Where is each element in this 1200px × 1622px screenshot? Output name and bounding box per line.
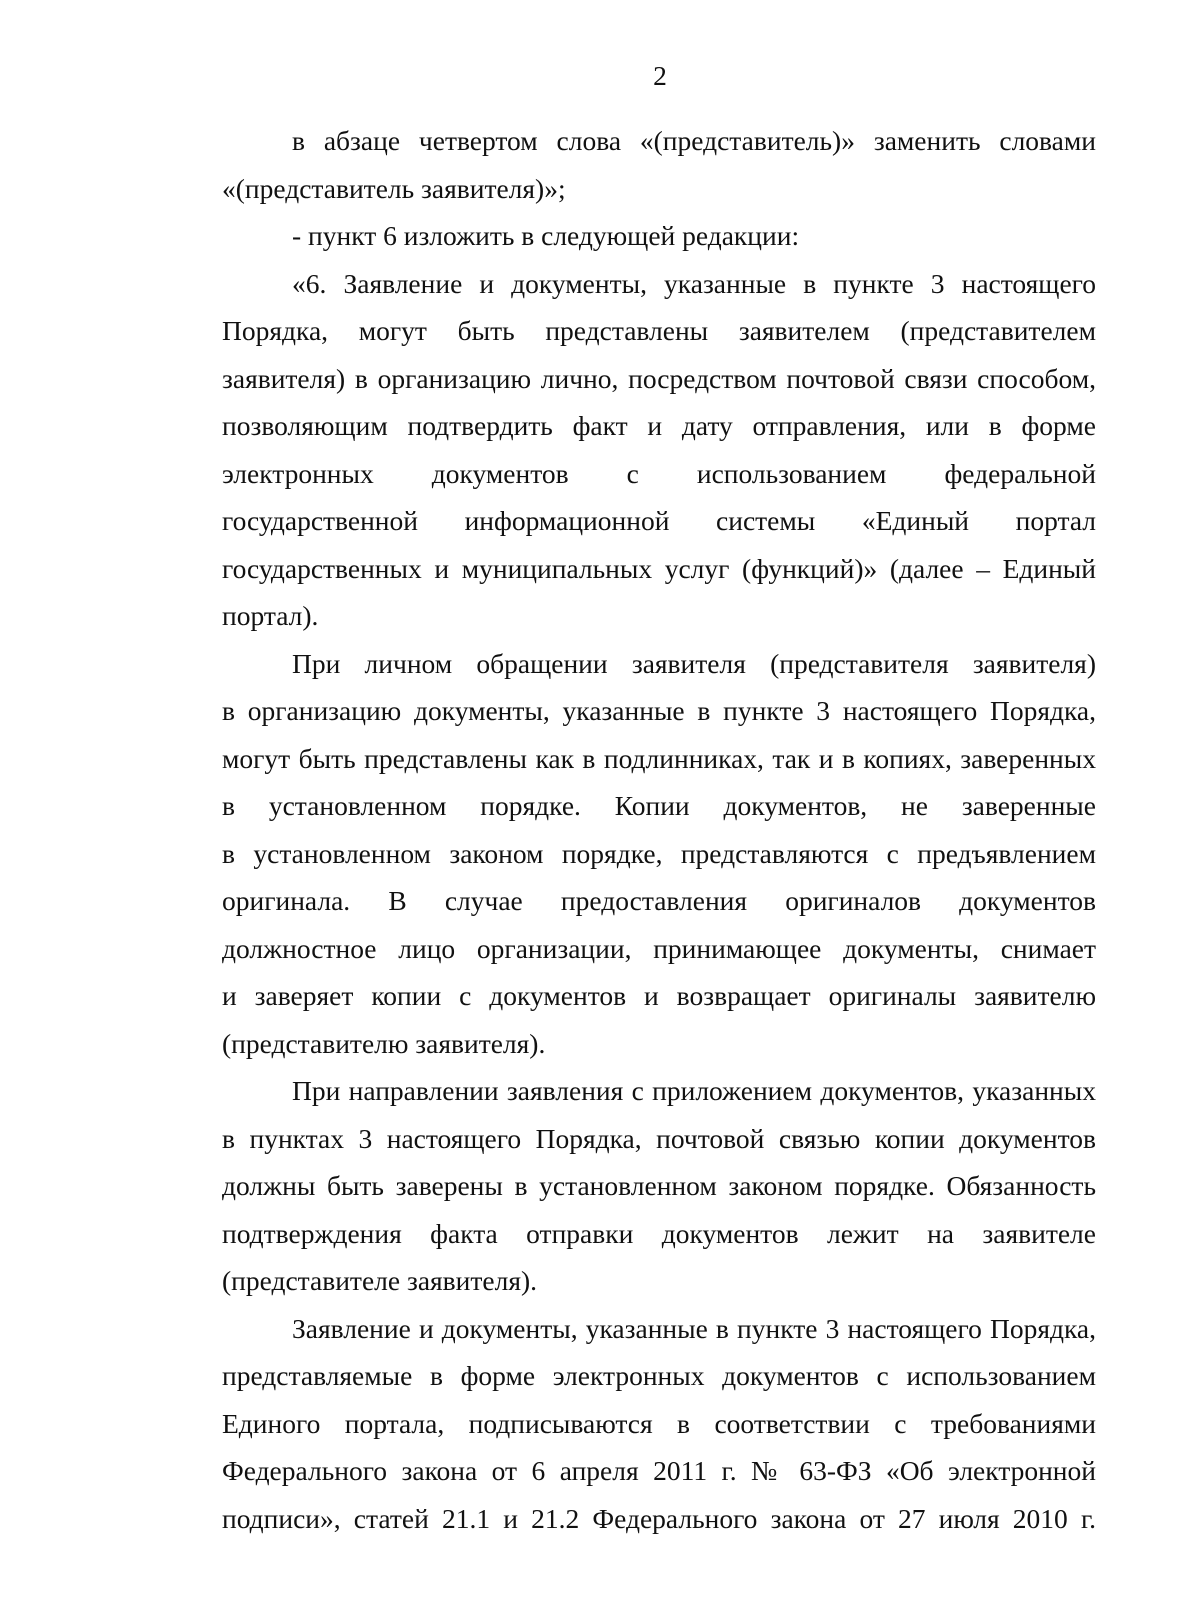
text-line: (представителе заявителя). (222, 1265, 538, 1296)
text-line: в организацию документы, указанные в пункте 3 настоящего Порядка, (222, 695, 1096, 726)
text-line: могут быть представлены как в подлинниках, так и в копиях, заверенных (222, 742, 1096, 774)
document-body (222, 117, 1096, 1542)
text-line: При личном обращении заявителя (представителя заявителя) (292, 647, 1096, 679)
text-line: портал). (222, 600, 319, 631)
text-line: подтверждения факта отправки документов лежит на заявителе (222, 1217, 1096, 1249)
text-line: (представителю заявителя). (222, 1027, 546, 1059)
text-line: и заверяет копии с документов и возвращает оригиналы заявителю (222, 980, 1096, 1011)
text-line: в абзаце четвертом слова «(представитель)» заменить словами (292, 125, 1096, 156)
text-line: При направлении заявления с приложением документов, указанных (292, 1075, 1096, 1106)
text-line: заявителя) в организацию лично, посредством почтовой связи способом, (222, 362, 1096, 394)
text-line: Порядка, могут быть представлены заявителем (представителем (222, 315, 1096, 346)
text-line: «6. Заявление и документы, указанные в пункте 3 настоящего (292, 267, 1096, 299)
text-line: - пункт 6 изложить в следующей редакции: (292, 220, 800, 251)
text-line: в пунктах 3 настоящего Порядка, почтовой связью копии документов (222, 1122, 1096, 1154)
text-line: в установленном законом порядке, представляются с предъявлением (222, 837, 1096, 869)
text-line: позволяющим подтвердить факт и дату отправления, или в форме (222, 410, 1096, 441)
text-line: оригинала. В случае предоставления оригиналов документов (222, 885, 1096, 916)
text-line: представляемые в форме электронных документов с использованием (222, 1360, 1096, 1391)
text-line: Заявление и документы, указанные в пункте 3 настоящего Порядка, (292, 1312, 1096, 1344)
text-line: должны быть заверены в установленном законом порядке. Обязанность (222, 1170, 1096, 1201)
text-line: Федерального закона от 6 апреля 2011 г. № 63-ФЗ «Об электронной (222, 1455, 1096, 1486)
text-line: государственной информационной системы «Единый портал (222, 505, 1096, 536)
text-line: Единого портала, подписываются в соответствии с требованиями (222, 1407, 1096, 1439)
text-line: подписи», статей 21.1 и 21.2 Федерального закона от 27 июля 2010 г. (222, 1502, 1096, 1534)
text-line: «(представитель заявителя)»; (222, 172, 566, 204)
text-line: электронных документов с использованием федеральной (222, 457, 1096, 489)
text-line: должностное лицо организации, принимающее документы, снимает (222, 932, 1096, 964)
text-line: государственных и муниципальных услуг (функций)» (далее – Единый (222, 552, 1096, 584)
page-number: 2 (653, 60, 667, 91)
text-line: в установленном порядке. Копии документов, не заверенные (222, 790, 1096, 821)
